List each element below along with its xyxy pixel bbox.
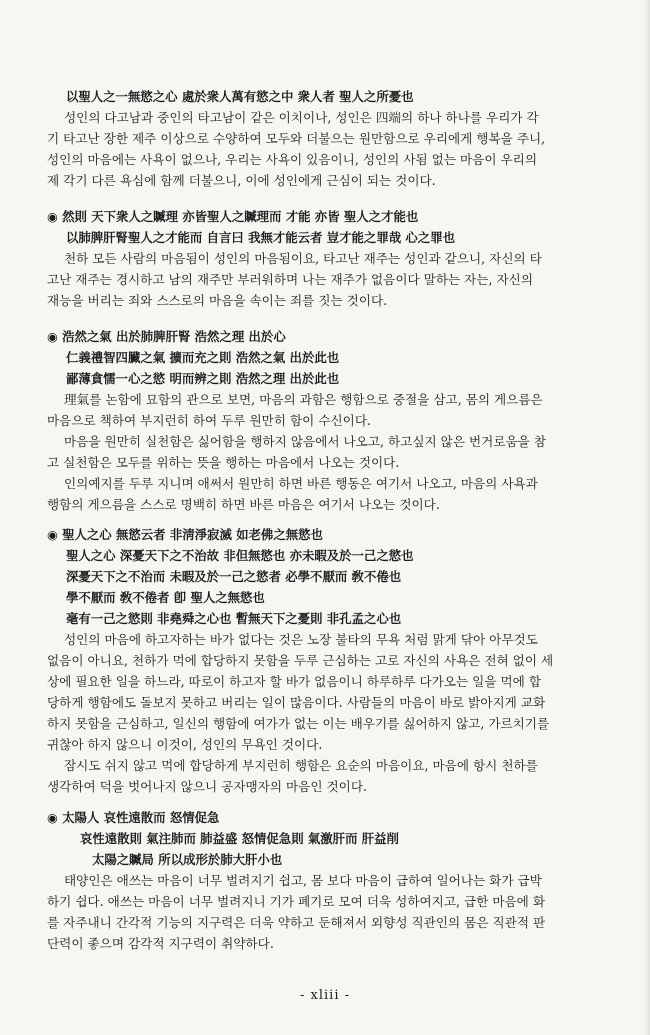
korean-line: 생각하여 덕을 벗어나지 않으니 공자맹자의 마음인 것이다. xyxy=(47,779,367,794)
hanja-line: 仁義禮智四臟之氣 擴而充之則 浩然之氣 出於此也 xyxy=(66,350,340,365)
hanja-line: 鄙薄貪懦一心之慾 明而辨之則 浩然之理 出於此也 xyxy=(66,371,340,386)
korean-line: 를 자주내니 간각적 기능의 지구력은 더욱 약하고 둔해져서 외향성 직관인의 몸은 직관적 판 xyxy=(47,915,546,930)
korean-line: 인의예지를 두루 지니며 애써서 원만히 하면 바른 행동은 여기서 나오고, 마음의 사욕과 xyxy=(64,476,538,491)
hanja-heading-line: ◉ 太陽人 哀性遠散而 怒情促急 xyxy=(47,810,220,825)
korean-line: 고 실천함은 모두를 위하는 뜻을 행하는 마음에서 나오는 것이다. xyxy=(47,455,400,470)
korean-line: 행함의 게으름을 스스로 명백히 하면 바른 마음은 여기서 나오는 것이다. xyxy=(47,497,440,512)
korean-line: 理氣를 논함에 묘함의 관으로 보면, 마음의 과함은 행함으로 중절을 삼고, 몸의 게으름은 xyxy=(64,392,543,407)
korean-line: 제 각기 다른 욕심에 함께 더불으니, 이에 성인에게 근심이 되는 것이다. xyxy=(47,173,436,188)
hanja-heading-line: ◉ 聖人之心 無慾云者 非淸淨寂滅 如老佛之無慾也 xyxy=(47,527,323,542)
korean-line: 고난 재주는 경시하고 남의 재주만 부러워하며 나는 재주가 없음이다 말하는 자는, 자신의 xyxy=(47,272,533,287)
korean-line: 성인의 마음에는 사욕이 없으나, 우리는 사욕이 있음이니, 성인의 사됨 없는 마음이 우리의 xyxy=(47,152,538,167)
hanja-line: 毫有一己之慾則 非堯舜之心也 暫無天下之憂則 非孔孟之心也 xyxy=(66,611,402,626)
hanja-line: 聖人之心 深憂天下之不治故 非但無慾也 亦未暇及於一己之慾也 xyxy=(66,548,414,563)
page-number: - xliii - xyxy=(299,988,350,1003)
korean-line: 성인의 다고남과 중인의 타고남이 같은 이치이나, 성인은 四端의 하나 하나를 우리가 각 xyxy=(64,110,539,125)
korean-line: 성인의 마음에 하고자하는 바가 없다는 것은 노장 불타의 무욕 처럼 맑게 닦아 아무것도 xyxy=(64,632,538,647)
korean-line: 마음으로 책하여 부지런히 하여 두루 원만히 함이 수신이다. xyxy=(47,413,371,428)
hanja-line: 哀性遠散則 氣注肺而 肺益盛 怒情促急則 氣激肝而 肝益削 xyxy=(80,831,399,846)
hanja-line: 以聖人之一無慾之心 處於衆人萬有慾之中 衆人者 聖人之所憂也 xyxy=(66,89,414,104)
korean-line: 하기 쉽다. 애쓰는 마음이 너무 벌려지니 기가 폐기로 모여 더욱 성하여지고, 급한 마음에 화 xyxy=(47,894,546,909)
korean-line: 하지 못함을 근심하고, 일신의 행함에 여가가 없는 이는 배우기를 싫어하지 않고, 가르치기를 xyxy=(47,716,550,731)
korean-line: 당하게 행함에도 돌보지 못하고 버리는 일이 많음이다. 사람들의 마음이 바로 밝아지게 교화 xyxy=(47,695,546,710)
hanja-line: 以肺脾肝腎聖人之才能而 自言曰 我無才能云者 豈才能之罪哉 心之罪也 xyxy=(66,230,455,245)
hanja-line: 學不厭而 敎不倦者 卽 聖人之無慾也 xyxy=(66,590,265,605)
korean-line: 상에 필요한 일을 하느라, 따로이 하고자 할 바가 없음이니 하루하루 다가오는 일을 먹에 합 xyxy=(47,674,542,689)
korean-line: 잠시도 쉬지 않고 먹에 합당하게 부지런히 행함은 요순의 마음이요, 마음에 항시 천하를 xyxy=(64,758,538,773)
korean-line: 귀찮아 하지 않으니 이것이, 성인의 무욕인 것이다. xyxy=(47,737,323,752)
korean-line: 천하 모든 사람의 마음됨이 성인의 마음됨이요, 타고난 재주는 성인과 같으니, 자신의 타 xyxy=(64,251,542,266)
hanja-heading-line: ◉ 然則 天下衆人之贓理 亦皆聖人之贓理而 才能 亦皆 聖人之才能也 xyxy=(47,209,419,224)
hanja-line: 太陽之贓局 所以成形於肺大肝小也 xyxy=(92,852,283,867)
page-edge-shadow xyxy=(644,0,650,1035)
korean-line: 태양인은 애쓰는 마음이 너무 벌려지기 쉽고, 몸 보다 마음이 급하여 일어나는 화가 급박 xyxy=(64,873,542,888)
korean-line: 재능을 버리는 죄와 스스로의 마음을 속이는 죄를 짓는 것이다. xyxy=(47,293,388,308)
korean-line: 마음을 원만히 실천함은 싫어함을 행하지 않음에서 나오고, 하고싶지 않은 번거로움을 참 xyxy=(64,434,546,449)
korean-line: 없음이 아니요, 천하가 먹에 합당하지 못함을 두루 근심하는 고로 자신의 사욕은 전혀 없이 세 xyxy=(47,653,554,668)
korean-line: 기 타고난 장한 제주 이상으로 수양하여 모두와 더불으는 원만함으로 우리에게 행복을 주니, xyxy=(47,131,546,146)
korean-line: 단력이 좋으며 감각적 지구력이 취약하다. xyxy=(47,936,274,951)
hanja-line: 深憂天下之不治而 未暇及於一己之慾者 必學不厭而 敎不倦也 xyxy=(66,569,402,584)
hanja-heading-line: ◉ 浩然之氣 出於肺脾肝腎 浩然之理 出於心 xyxy=(47,329,286,344)
